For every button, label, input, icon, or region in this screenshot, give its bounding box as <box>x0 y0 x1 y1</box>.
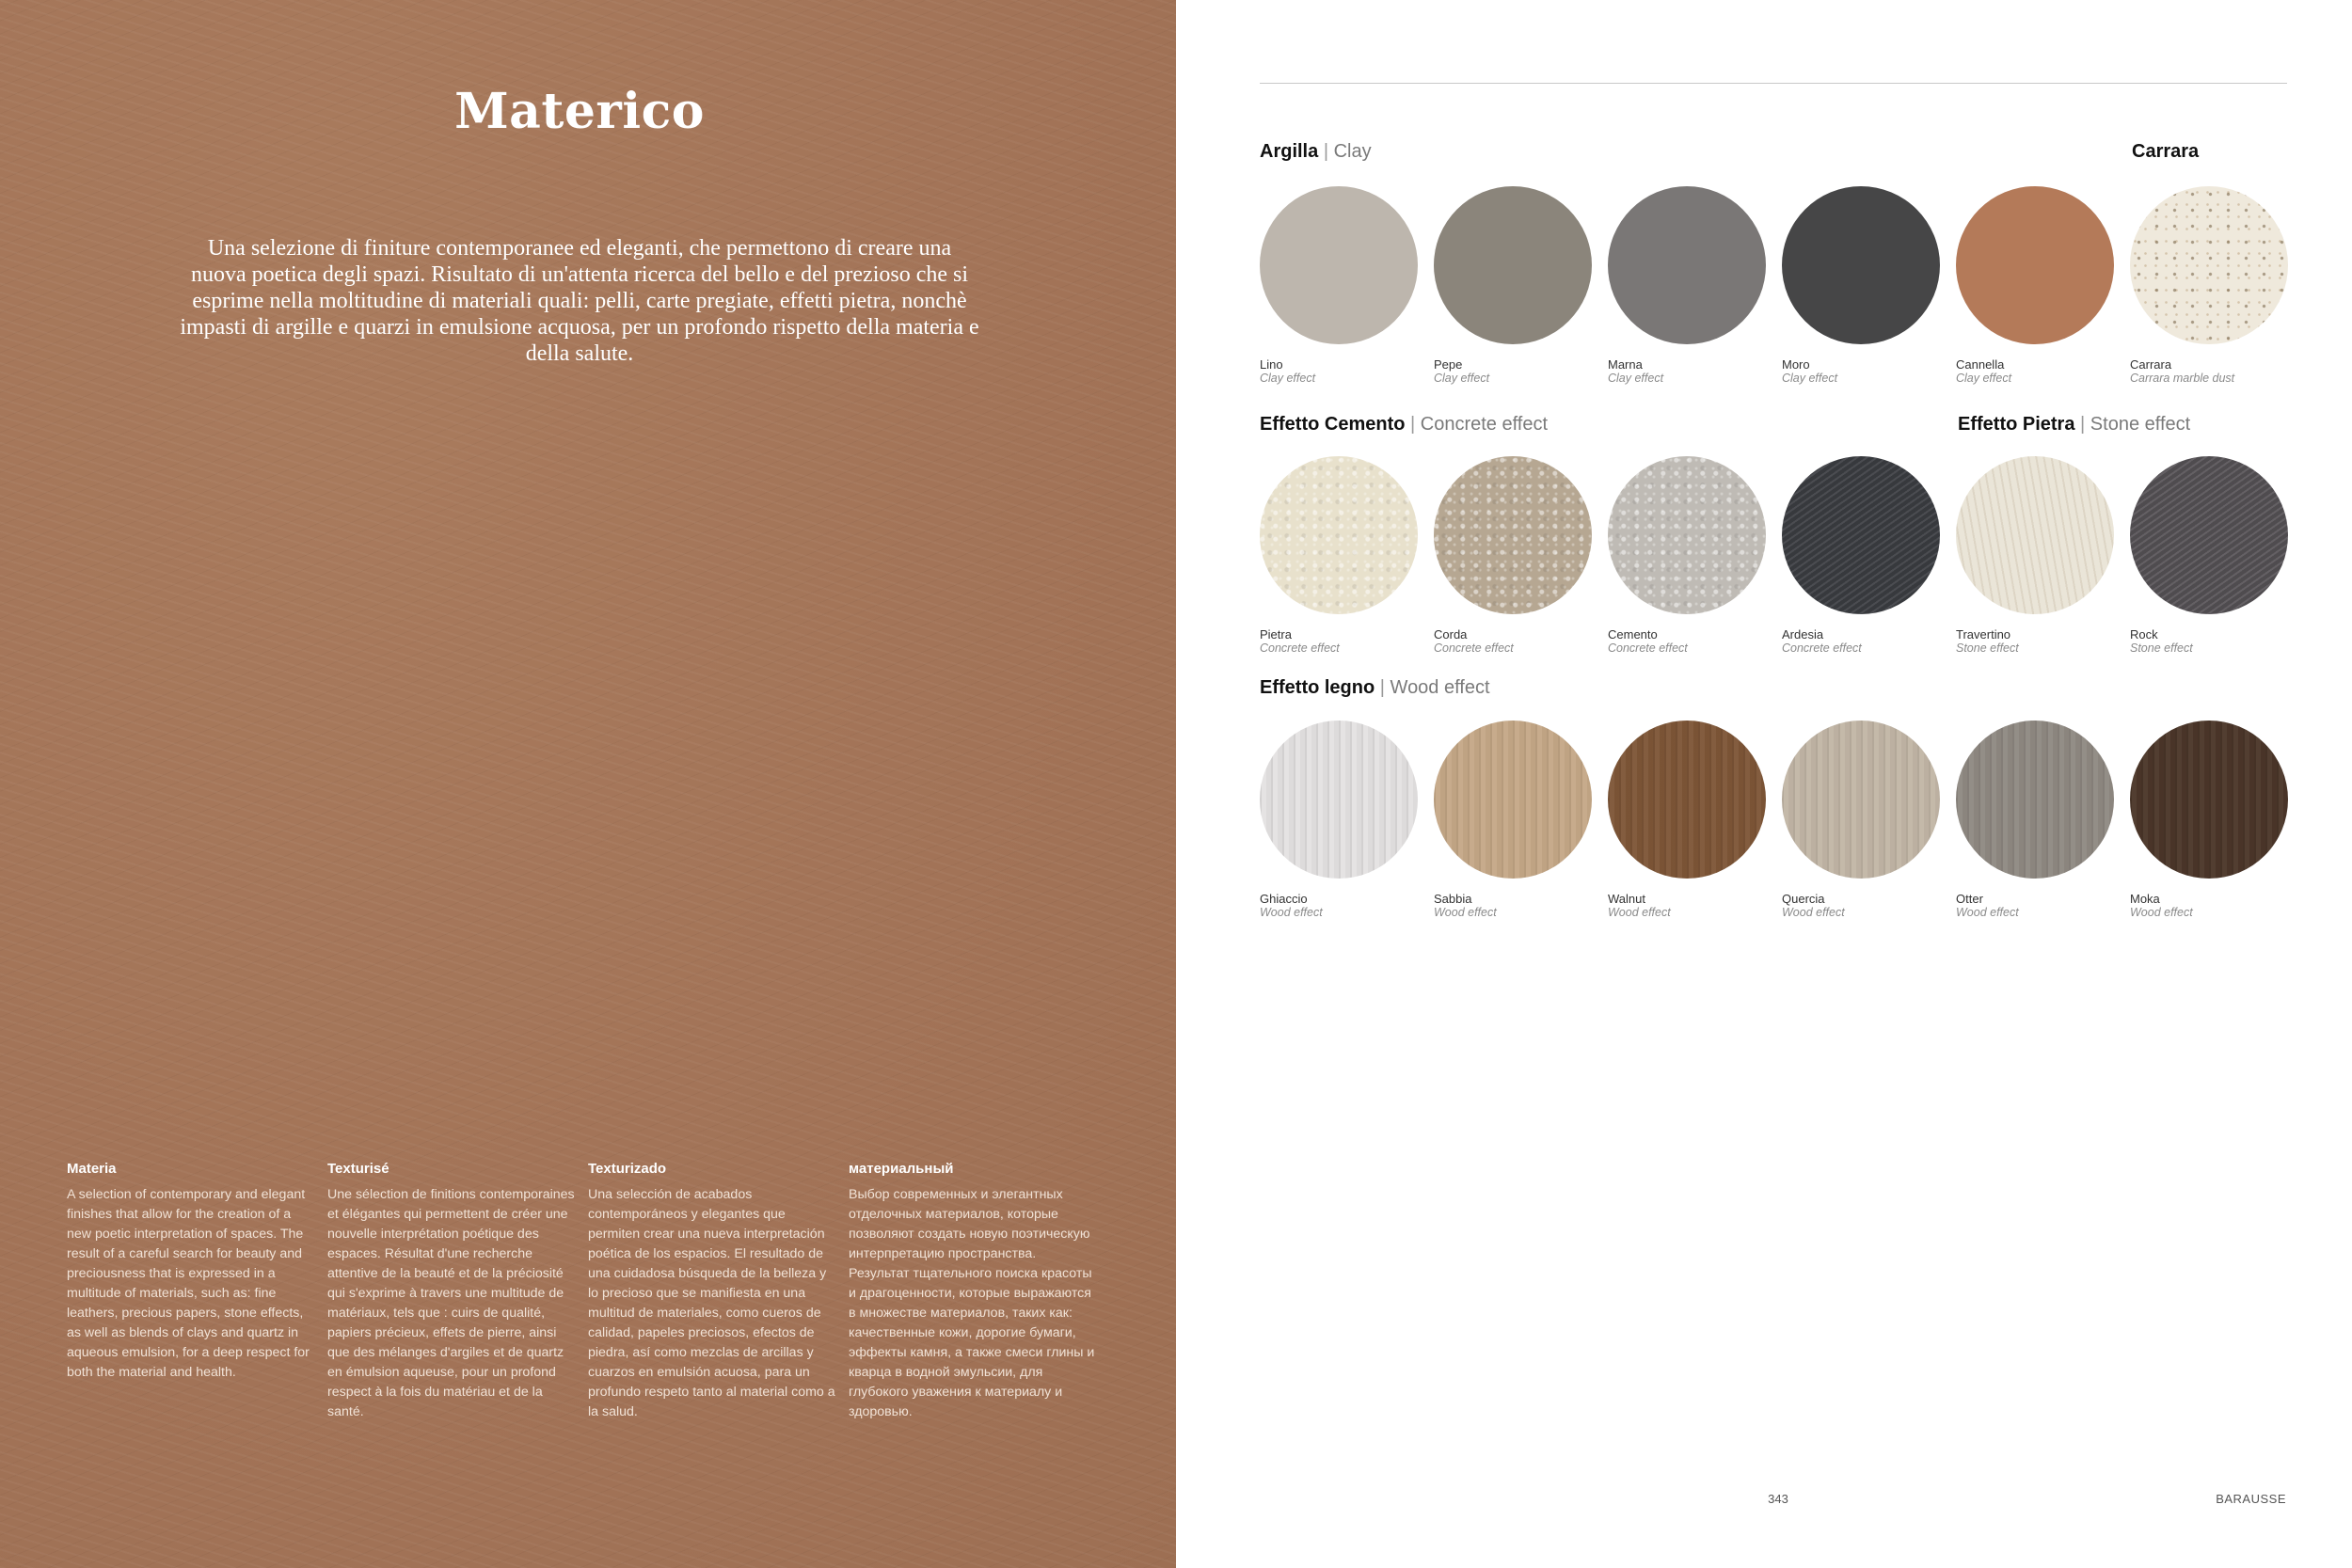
translation-text: A selection of contemporary and elegant finishes that allow for the creation of a new poetic interpretation of spaces. The result of a careful search for beauty and preciousness that is expressed in a multitude of materials, such as: fine leathers, precious papers, stone effects, as well as blends of clays and quartz in aqueous emulsion, for a deep respect for both the material and health. <box>67 1187 310 1380</box>
swatch-travertino <box>1956 456 2114 656</box>
section-title-clay <box>1260 141 1372 163</box>
swatch-walnut <box>1608 721 1766 920</box>
swatch-description: Clay effect <box>1260 372 1316 385</box>
swatch-name: Walnut <box>1608 892 1645 906</box>
swatch-name: Travertino <box>1956 627 2011 641</box>
section-title-english: Wood effect <box>1390 677 1490 698</box>
swatch-description: Stone effect <box>2130 641 2193 655</box>
swatch-circle <box>2130 456 2288 614</box>
swatch-name: Corda <box>1434 627 1468 641</box>
swatch-circle <box>1434 721 1592 879</box>
swatch-description: Wood effect <box>2130 906 2193 919</box>
swatch-description: Concrete effect <box>1782 641 1862 655</box>
translation-spanish <box>588 1161 836 1422</box>
section-title-english: Concrete effect <box>1420 414 1549 435</box>
swatch-circle <box>1956 721 2114 879</box>
swatch-circle <box>1956 456 2114 614</box>
swatch-name: Cannella <box>1956 357 2005 372</box>
swatch-description: Clay effect <box>1434 372 1490 385</box>
swatch-description: Wood effect <box>1782 906 1845 919</box>
swatch-circle <box>2130 721 2288 879</box>
translation-heading: Materia <box>67 1161 117 1177</box>
translations-block <box>67 1161 1111 1471</box>
swatch-circle <box>1608 456 1766 614</box>
swatch-description: Stone effect <box>1956 641 2019 655</box>
swatch-circle <box>1782 186 1940 344</box>
swatch-circle <box>1782 456 1940 614</box>
section-title-wood <box>1260 677 1490 699</box>
swatch-name: Quercia <box>1782 892 1825 906</box>
swatch-lino <box>1260 186 1418 386</box>
swatch-circle <box>1956 186 2114 344</box>
swatch-name: Pietra <box>1260 627 1292 641</box>
swatch-circle <box>1434 186 1592 344</box>
swatch-moka <box>2130 721 2288 920</box>
swatch-description: Wood effect <box>1608 906 1671 919</box>
swatch-corda <box>1434 456 1592 656</box>
section-title-separator: | <box>2080 414 2086 435</box>
translation-heading: Texturizado <box>588 1161 667 1177</box>
section-title-italian: Effetto Cemento <box>1260 414 1406 435</box>
swatch-name: Ghiaccio <box>1260 892 1308 906</box>
translation-text: Выбор современных и элегантных отделочных материалов, которые позволяют создать новую поэтическую интерпретацию пространства. Результат тщательного поиска красоты и драгоценности, которые выражаются в множестве материалов, таких как: качественные кожи, дорогие бумаги, эффекты камня, а также смеси глины и кварца в водной эмульсии, для глубокого уважения к материалу и здоровью. <box>849 1187 1095 1419</box>
right-page-panel <box>1176 0 2352 1568</box>
section-title-separator: | <box>1323 141 1329 162</box>
swatch-circle <box>1434 456 1592 614</box>
brand-label: BARAUSSE <box>2216 1492 2286 1506</box>
page-title: Materico <box>454 83 705 140</box>
swatch-name: Ardesia <box>1782 627 1824 641</box>
section-title-separator: | <box>1379 677 1385 698</box>
swatch-otter <box>1956 721 2114 920</box>
swatch-ghiaccio <box>1260 721 1418 920</box>
translation-heading: Texturisé <box>327 1161 389 1177</box>
section-title-italian: Effetto Pietra <box>1958 414 2075 435</box>
swatch-description: Concrete effect <box>1260 641 1340 655</box>
section-title-concrete <box>1260 414 1548 436</box>
swatch-description: Concrete effect <box>1608 641 1688 655</box>
swatch-quercia <box>1782 721 1940 920</box>
swatch-sabbia <box>1434 721 1592 920</box>
swatch-carrara <box>2130 186 2288 386</box>
swatch-description: Concrete effect <box>1434 641 1514 655</box>
swatch-description: Wood effect <box>1956 906 2019 919</box>
translation-english <box>67 1161 315 1383</box>
swatch-description: Clay effect <box>1782 372 1838 385</box>
swatch-marna <box>1608 186 1766 386</box>
swatch-circle <box>2130 186 2288 344</box>
intro-paragraph: Una selezione di finiture contemporanee ed eleganti, che permettono di creare una nuova poetica degli spazi. Risultato di un'attenta ricerca del bello e del prezioso che si esprime nella moltitudine di materiali quali: pelli, carte pregiate, effetti pietra, nonchè impasti di argille e quarzi in emulsione acquosa, per un profondo rispetto della materia e della salute. <box>180 236 979 366</box>
swatch-description: Wood effect <box>1434 906 1497 919</box>
section-title-italian: Carrara <box>2132 141 2200 162</box>
translation-heading: материальный <box>849 1161 954 1177</box>
swatch-name: Rock <box>2130 627 2158 641</box>
swatch-name: Marna <box>1608 357 1643 372</box>
swatch-pepe <box>1434 186 1592 386</box>
swatch-ardesia <box>1782 456 1940 656</box>
top-divider <box>1260 83 2287 84</box>
page-number: 343 <box>1768 1492 1788 1506</box>
swatch-name: Sabbia <box>1434 892 1472 906</box>
swatch-pietra <box>1260 456 1418 656</box>
section-title-carrara <box>2132 141 2199 163</box>
swatch-name: Moro <box>1782 357 1810 372</box>
section-title-separator: | <box>1410 414 1416 435</box>
swatch-name: Moka <box>2130 892 2160 906</box>
swatch-description: Clay effect <box>1956 372 2012 385</box>
swatch-description: Carrara marble dust <box>2130 372 2235 385</box>
swatch-name: Otter <box>1956 892 1983 906</box>
swatch-moro <box>1782 186 1940 386</box>
section-title-english: Clay <box>1333 141 1372 162</box>
swatch-rock <box>2130 456 2288 656</box>
swatch-name: Cemento <box>1608 627 1658 641</box>
section-title-stone <box>1958 414 2190 436</box>
swatch-circle <box>1608 186 1766 344</box>
section-title-english: Stone effect <box>2090 414 2191 435</box>
swatch-circle <box>1608 721 1766 879</box>
swatch-cannella <box>1956 186 2114 386</box>
translation-text: Una selección de acabados contemporáneos y elegantes que permiten crear una nueva interpretación poética de los espacios. El resultado de una cuidadosa búsqueda de la belleza y lo precioso que se manifiesta en una multitud de materiales, como cueros de calidad, papeles preciosos, efectos de piedra, así como mezclas de arcillas y cuarzos en emulsión acuosa, para un profundo respeto tanto al material como a la salud. <box>588 1187 835 1419</box>
swatch-description: Wood effect <box>1260 906 1323 919</box>
swatch-circle <box>1260 186 1418 344</box>
swatch-circle <box>1782 721 1940 879</box>
swatch-circle <box>1260 721 1418 879</box>
translation-text: Une sélection de finitions contemporaines et élégantes qui permettent de créer une nouvelle interprétation poétique des espaces. Résultat d'une recherche attentive de la beauté et de la préciosité qui s'exprime à travers une multitude de matériaux, tels que : cuirs de qualité, papiers précieux, effets de pierre, ainsi que des mélanges d'argiles et de quartz en émulsion aqueuse, pour un profond respect à la fois du matériau et de la santé. <box>327 1187 575 1419</box>
section-title-italian: Argilla <box>1260 141 1319 162</box>
swatch-description: Clay effect <box>1608 372 1664 385</box>
swatch-name: Carrara <box>2130 357 2172 372</box>
translation-french <box>327 1161 576 1422</box>
section-title-italian: Effetto legno <box>1260 677 1375 698</box>
swatch-cemento <box>1608 456 1766 656</box>
swatch-name: Pepe <box>1434 357 1463 372</box>
translation-russian <box>849 1161 1097 1422</box>
swatch-name: Lino <box>1260 357 1283 372</box>
swatch-circle <box>1260 456 1418 614</box>
